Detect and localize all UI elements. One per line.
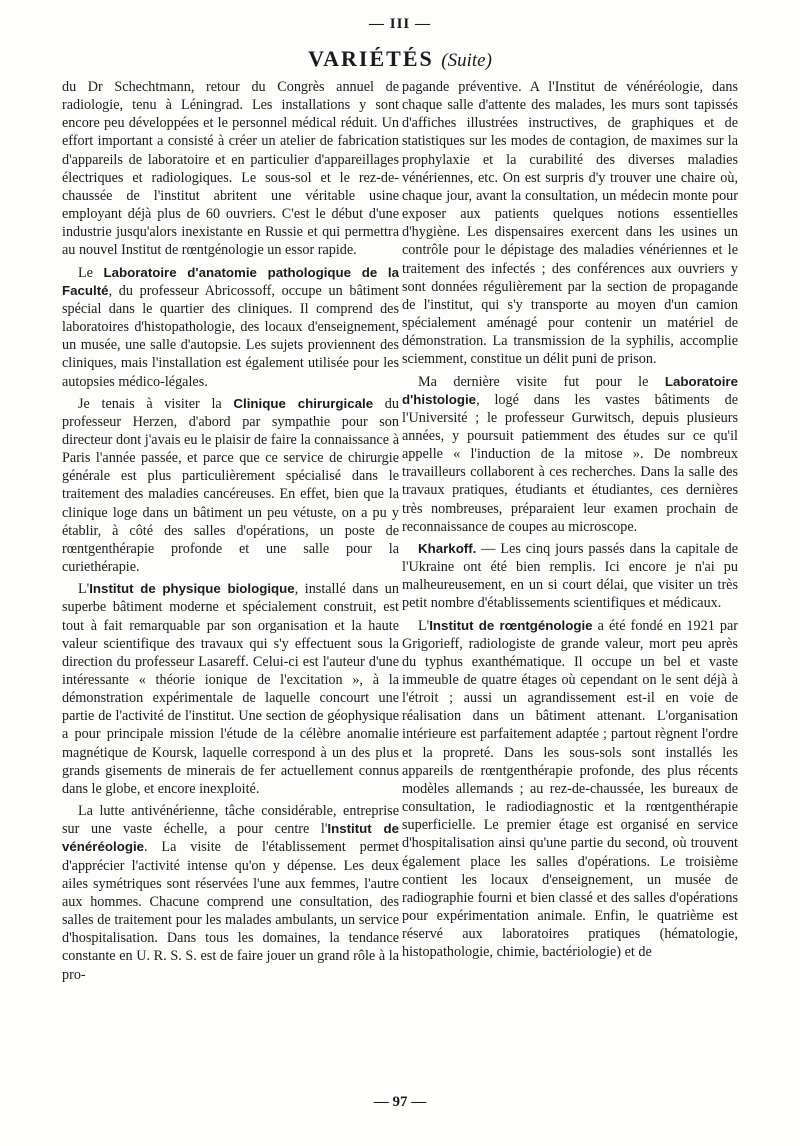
- section-title-text: VARIÉTÉS: [308, 46, 434, 71]
- paragraph-text: — Les cinq jours passés dans la capitale de l'Ukraine ont été bien remplis. Ici encore je n'ai pu malheureusement, en un si court délai, que visiter un très petit nombre d'établissements scientifiques et médicaux.: [402, 540, 738, 612]
- paragraph-text: L': [418, 617, 430, 634]
- paragraph-text: , installé dans un superbe bâtiment moderne et spécialement construit, est tout à fait remarquable par son organisation et la haute valeur scientifique des travaux qui s'y effectuent sous la direction du professeur Lasareff. Celui-ci est l'auteur d'une intéressante « théorie ionique de l'excitation », à la démonstration expérimentale de laquelle concourt une partie de l'activité de l'institut. Une section de géophysique a pour principale mission l'étude de la célèbre anomalie magnétique de Koursk, laquelle correspond à un des plus grands gisements de minerais de fer actuellement connus dans le globe, et encore inexploité.: [62, 581, 399, 797]
- paragraph: [62, 264, 399, 391]
- section-title: [0, 46, 800, 72]
- section-title-suffix: (Suite): [441, 50, 492, 71]
- institution-name: Laboratoire d'histologie: [402, 373, 738, 407]
- paragraph-text: . La visite de l'établissement permet d'apprécier l'activité intense qu'on y dépense. Les deux ailes symétriques sont réservées l'une aux femmes, l'autre aux hommes. Chacune comprend une consultation, des salles de traitement pour les malades ambulants, un service d'hospitalisation. Dans tous les domaines, la tendance constante en U. R. S. S. est de faire jouer un grand rôle à la pro-: [62, 839, 399, 983]
- paragraph-text: du professeur Herzen, d'abord par sympathie pour son directeur dont j'avais eu le plaisir de faire la connaissance à Paris l'année passée, et parce que ce service de chirurgie générale est plus particulièrement spécialisé dans le traitement des maladies cancéreuses. En effet, bien que la clinique loge dans un bâtiment un peu vétuste, on a pu y établir, à côté des salles d'opérations, un poste de rœntgenthérapie profonde et une salle pour la curiethérapie.: [62, 395, 399, 576]
- page-number: — 97 —: [373, 1094, 427, 1110]
- institution-name: Institut de vénéréologie: [62, 821, 399, 855]
- paragraph: du Dr Schechtmann, retour du Congrès annuel de radiologie, tenu à Léningrad. Les installations y sont encore peu développées et le personnel médical réduit. Un effort important a consisté à créer un atelier de fabrication d'appareils de laboratoire et en particulier d'appareillages électriques et radiologiques. Le sous-sol et le rez-de-chaussée de l'institut abritent une véritable usine employant déjà plus de 60 ouvriers. C'est le début d'une industrie jusqu'alors inexistante en Russie et qui permettra au nouvel Institut de rœntgénologie un essor rapide.: [62, 79, 399, 259]
- roman-page-number: — III —: [368, 16, 431, 32]
- city-heading: Kharkoff.: [418, 540, 477, 556]
- institution-name: Clinique chirurgicale: [233, 395, 374, 411]
- paragraph: [62, 802, 399, 984]
- paragraph-text: La lutte antivénérienne, tâche considérable, entreprise sur une vaste échelle, a pour centre l': [62, 803, 399, 838]
- paragraph: pagande préventive. A l'Institut de vénéréologie, dans chaque salle d'attente des malades, les murs sont tapissés d'affiches illustrées instructives, de graphiques et de statistiques sur les modes de contagion, de maximes sur la prophylaxie et la curabilité des diverses maladies vénériennes, etc. On est surpris d'y trouver une chaire où, chaque jour, avant la consultation, un médecin monte pour exposer aux patients quelques notions essentielles d'hygiène. Les dispensaires exercent dans les usines un contrôle pour le dépistage des maladies vénériennes et le traitement des infectés ; des conférences aux ouvriers y sont données régulièrement par la section de propagande de l'institut, qui s'y transporte au moyen d'un camion spécialement aménagé pour contenir un matériel de démonstration. La transmission de la syphilis, accomplie sciemment, constitue un délit puni de prison.: [402, 79, 738, 368]
- institution-name: Institut de rœntgénologie: [429, 617, 593, 633]
- paragraph-text: Ma dernière visite fut pour le: [418, 373, 665, 390]
- left-column: [62, 78, 399, 984]
- paragraph: [62, 395, 399, 577]
- paragraph-text: , du professeur Abricossoff, occupe un bâtiment spécial dans le quartier des cliniques. Il comprend des laboratoires d'histopathologie, des locaux d'enseignement, un musée, une salle d'autopsie. Les sujets proviennent des cliniques, mais l'installation est également utilisée pour les autopsies médico-légales.: [62, 282, 399, 390]
- institution-name: Institut de physique biologique: [89, 581, 295, 597]
- right-column: [402, 78, 738, 962]
- paragraph-text: a été fondé en 1921 par Grigorieff, radiologiste de grande valeur, mort peu après du typhus exanthématique. Il occupe un bel et vaste immeuble de quatre étages où cependant on le sent déjà à l'étroit ; aussi un agrandissement est-il en voie de réalisation dans un bâtiment attenant. L'organisation intérieure est parfaitement adaptée ; partout règnent l'ordre et la propreté. Dans les sous-sols sont installés les appareils de rœntgenthérapie profonde, des plus récents modèles allemands ; au rez-de-chaussée, les bureaux de consultation, le radiodiagnostic et la rœntgenthérapie superficielle. Le premier étage est organisé en service d'hospitalisation ainsi qu'une partie du second, où trouvent également place les salles d'opérations. Le troisième contient les locaux d'enseignement, un musée de radiographie fourni et bien classé et des salles d'opérations pour expérimentation animale. Enfin, le quatrième est réservé aux laboratoires pratiques (hématologie, histopathologie, chimie, bactériologie) et de: [402, 617, 738, 961]
- paragraph: [62, 580, 399, 798]
- paragraph: [402, 617, 738, 962]
- institution-name: Laboratoire d'anatomie pathologique de la Faculté: [62, 264, 399, 298]
- paragraph-text: Le: [78, 264, 104, 281]
- paragraph-text: , logé dans les vastes bâtiments de l'Université ; le professeur Gurwitsch, depuis plusieurs années, y poursuit patiemment des études sur ce qu'il appelle « l'induction de la mitose ». De nombreux travailleurs collaborent à ces recherches. Dans la salle des travaux pratiques, étudiants et étudiantes, ces dernières très nombreuses, préparaient leur examen prochain de reconnaissance de coupes au microscope.: [402, 391, 738, 535]
- paragraph: [402, 373, 738, 536]
- paragraph-text: Je tenais à visiter la: [78, 395, 234, 412]
- paragraph: [402, 540, 738, 613]
- paragraph-text: L': [78, 581, 90, 598]
